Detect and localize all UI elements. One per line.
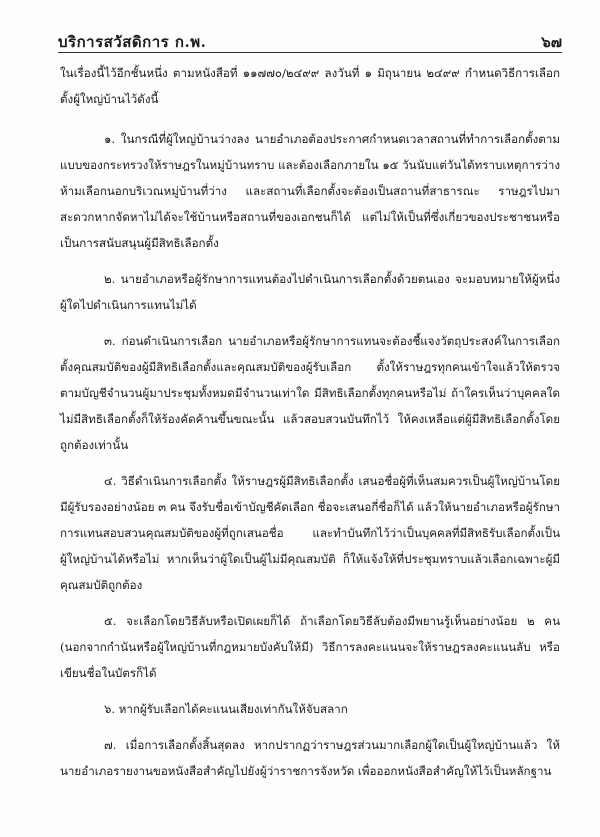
- paragraph-item-2: ๒. นายอำเภอหรือผู้รักษาการแทนต้องไปดำเนินการเลือกตั้งด้วยตนเอง จะมอบหมายให้ผู้หนึ่งผู้ใดไปดำเนินการแทนไม่ได้: [60, 272, 560, 312]
- paragraph-item-7: ๗. เมื่อการเลือกตั้งสิ้นสุดลง หากปรากฏว่าราษฎรส่วนมากเลือกผู้ใดเป็นผู้ใหญ่บ้านแล้ว ให้นายอำเภอรายงานขอหนังสือสำคัญไปยังผู้ว่าราชการจังหวัด เพื่อออกหนังสือสำคัญให้ไว้เป็นหลักฐาน: [60, 738, 560, 778]
- paragraph-item-5: ๕. จะเลือกโดยวิธีลับหรือเปิดเผยก็ได้ ถ้าเลือกโดยวิธีลับต้องมีพยานรู้เห็นอย่างน้อย ๒ คน (นอกจากกำนันหรือผู้ใหญ่บ้านที่กฎหมายบังคับให้มี) วิธีการลงคะแนนจะให้ราษฎรลงคะแนนลับ หรือเขียนชื่อในบัตรก็ได้: [60, 614, 560, 680]
- paragraph-intro: ในเรื่องนี้ไว้อีกชั้นหนึ่ง ตามหนังสือที่ ๑๑๗๗๐/๒๔๙๙ ลงวันที่ ๑ มิถุนายน ๒๔๙๙ กำหนดวิธีการเลือกตั้งผู้ใหญ่บ้านไว้ดังนี้: [60, 66, 560, 106]
- paragraph-item-6: ๖. หากผู้รับเลือกได้คะแนนเสียงเท่ากันให้จับสลาก: [104, 702, 348, 716]
- paragraph-item-4: ๔. วิธีดำเนินการเลือกตั้ง ให้ราษฎรผู้มีสิทธิเลือกตั้ง เสนอชื่อผู้ที่เห็นสมควรเป็นผู้ใหญ่บ้านโดยมีผู้รับรองอย่างน้อย ๓ คน จึงรับชื่อเข้าบัญชีคัดเลือก ชื่อจะเสนอกี่ชื่อก็ได้ แล้วให้นายอำเภอหรือผู้รักษาการแทนสอบสวนคุณสมบัติของผู้ที่ถูกเสนอชื่อ และทำบันทึกไว้ว่าเป็นบุคคลที่มีสิทธิรับเลือกตั้งเป็นผู้ใหญ่บ้านได้หรือไม่ หากเห็นว่าผู้ใดเป็นผู้ไม่มีคุณสมบัติ ก็ให้แจ้งให้ที่ประชุมทราบแล้วเลือกเฉพาะผู้มีคุณสมบัติถูกต้อง: [60, 474, 560, 592]
- document-body: [60, 60, 560, 794]
- header-rule: [58, 52, 562, 53]
- header-title: บริการสวัสดิการ ก.พ.: [58, 33, 207, 51]
- page-header: [58, 30, 562, 54]
- page-number: ๖๗: [541, 33, 562, 51]
- paragraph-item-3: ๓. ก่อนดำเนินการเลือก นายอำเภอหรือผู้รักษาการแทนจะต้องชี้แจงวัตถุประสงค์ในการเลือกตั้งคุณสมบัติของผู้มีสิทธิเลือกตั้งและคุณสมบัติของผู้รับเลือก ตั้งให้ราษฎรทุกคนเข้าใจแล้วให้ตรวจตามบัญชีจำนวนผู้มาประชุมทั้งหมดมีจำนวนเท่าใด มีสิทธิเลือกตั้งทุกคนหรือไม่ ถ้าใครเห็นว่าบุคคลใดไม่มีสิทธิเลือกตั้งก็ให้ร้องคัดค้านขึ้นขณะนั้น แล้วสอบสวนบันทึกไว้ ให้คงเหลือแต่ผู้มีสิทธิเลือกตั้งโดยถูกต้องเท่านั้น: [60, 334, 560, 452]
- paragraph-item-1: ๑. ในกรณีที่ผู้ใหญ่บ้านว่างลง นายอำเภอต้องประกาศกำหนดเวลาสถานที่ทำการเลือกตั้งตามแบบของกระทรวงให้ราษฎรในหมู่บ้านทราบ และต้องเลือกภายใน ๑๕ วันนับแต่วันได้ทราบเหตุการว่าง ห้ามเลือกนอกบริเวณหมู่บ้านที่ว่าง และสถานที่เลือกตั้งจะต้องเป็นสถานที่สาธารณะ ราษฎรไปมาสะดวกหากจัดหาไม่ได้จะใช้บ้านหรือสถานที่ของเอกชนก็ได้ แต่ไม่ให้เป็นที่ซึ่งเกี่ยวของประชาชนหรือเป็นการสนับสนุนผู้มีสิทธิเลือกตั้ง: [60, 132, 560, 250]
